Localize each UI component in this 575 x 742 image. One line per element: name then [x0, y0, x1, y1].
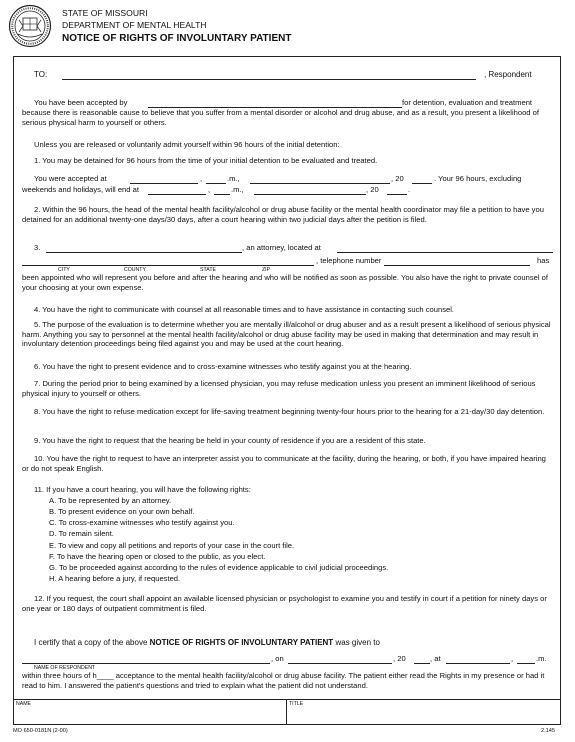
header-department: DEPARTMENT OF MENTAL HEALTH [62, 20, 207, 30]
accepted-date-field[interactable] [250, 183, 390, 184]
intro-tail: for detention, evaluation and treatment [402, 98, 533, 107]
certify-m: .m. [536, 654, 547, 663]
attorney-label: , an attorney, located at [242, 243, 321, 252]
item-1: 1. You may be detained for 96 hours from the time of your initial detention to be evaluated and treated. [34, 156, 378, 165]
certify-date-field[interactable] [288, 663, 392, 664]
item-4: 4. You have the right to communicate with counsel at all reasonable times and to have assistance in contacting such counsel. [34, 305, 455, 314]
list-item: E. To view and copy all petitions and reports of your case in the court file. [49, 541, 295, 550]
list-item: G. To be proceeded against according to the rules of evidence applicable to civil judicial proceedings. [49, 563, 389, 572]
attorney-name-field[interactable] [46, 252, 242, 253]
item-3-num: 3. [34, 243, 41, 252]
item-8: 8. You have the right to refuse medication except for life-saving treatment beginning twenty-four hours prior to the hearing for a 21-day/30 day detention. [34, 407, 545, 416]
page-title: NOTICE OF RIGHTS OF INVOLUNTARY PATIENT [62, 33, 292, 44]
certify-body: within three hours of h____ acceptance to the mental health facility/alcohol or drug abuse facility. The patient either read the Rights in my presence or had it read to him. I answered the patient's questions and tried to explain what the patient did not understand. [22, 671, 545, 690]
end-date-field[interactable] [254, 194, 366, 195]
state-label: STATE [200, 267, 216, 273]
respondent-name-label: NAME OF RESPONDENT [34, 665, 96, 671]
accepted-time-field[interactable] [130, 183, 198, 184]
end-twenty: , 20 [366, 185, 379, 194]
title-box[interactable] [286, 699, 561, 725]
certify-ampm-field[interactable] [517, 663, 535, 664]
unless-text: Unless you are released or voluntarily admit yourself within 96 hours of the initial detention: [34, 140, 340, 149]
telephone-label: , telephone number [316, 256, 382, 265]
form-number: MO 650-0181N (2-00) [13, 728, 68, 734]
accepted-tail: . Your 96 hours, excluding [434, 174, 522, 183]
certify-at: , at [430, 654, 441, 663]
item-2: 2. Within the 96 hours, the head of the mental health facility/alcohol or drug abuse facility or the mental health coordinator may file a petition to have you detained for an additional twenty-one days/30 days, after a court hearing within two judicial days after the petition is filed. [22, 205, 544, 224]
list-item: H. A hearing before a jury, if requested. [49, 574, 181, 583]
item-10: 10. You have the right to request to have an interpreter assist you to communicate at the facility, during the hearing, or both, if you have impaired hearing or do not speak English. [22, 454, 546, 473]
telephone-field[interactable] [384, 265, 530, 266]
end-ampm-field[interactable] [214, 194, 230, 195]
title-box-label: TITLE [289, 701, 304, 707]
item-7: 7. During the period prior to being examined by a licensed physician, you may refuse medication unless you present an imminent likelihood of serious physical injury to yourself or others. [22, 379, 536, 398]
accepted-year-field[interactable] [412, 183, 432, 184]
item-5: 5. The purpose of the evaluation is to determine whether you are mentally ill/alcohol or drug abuser and as a result present a likelihood of serious physical harm. Anything you say to personnel at the mental health facility/alcohol or drug abuse facility may be used in making that determination and may result in involuntary detention proceedings being filed against you and may be used at the court hearing. [22, 320, 551, 349]
end-time-field[interactable] [148, 194, 206, 195]
certify-tail: was given to [335, 638, 380, 647]
item-11-lead: 11. If you have a court hearing, you will have the following rights: [34, 485, 251, 494]
certify-twenty: , 20 [393, 654, 406, 663]
item-9: 9. You have the right to request that the hearing be held in your county of residence if you are a resident of this state. [34, 436, 426, 445]
item-3-body: been appointed who will represent you before and after the hearing and who will be notified as soon as possible. You also have the right to private counsel of your choosing at your own expense. [22, 273, 549, 292]
list-item: D. To remain silent. [49, 529, 114, 538]
item-6: 6. You have the right to present evidence and to cross-examine witnesses who testify against you at the hearing. [34, 362, 412, 371]
certify-time-field[interactable] [446, 663, 510, 664]
name-box-label: NAME [16, 701, 31, 707]
accepted-twenty: , 20 [391, 174, 404, 183]
county-label: COUNTY [124, 267, 146, 273]
page-code: 2.145 [541, 728, 555, 734]
has-label: has [537, 256, 550, 265]
respondent-label: , Respondent [484, 70, 532, 79]
zip-label: ZIP [262, 267, 271, 273]
attorney-address-field[interactable] [337, 252, 553, 253]
name-box[interactable] [13, 699, 287, 725]
header-state: STATE OF MISSOURI [62, 8, 148, 18]
certify-on: , on [271, 654, 284, 663]
attorney-city-field[interactable] [22, 265, 314, 266]
to-label: TO: [34, 70, 48, 79]
state-seal-icon [8, 4, 52, 48]
to-field[interactable] [62, 79, 476, 80]
end-year-field[interactable] [387, 194, 407, 195]
city-label: CITY [58, 267, 70, 273]
item-12: 12. If you request, the court shall appoint an available licensed physician or psychologist to examine you and testify in court if a petition for ninety days or one year or 180 days of outpatient commitment is filed. [22, 594, 547, 613]
intro-body: because there is reasonable cause to believe that you suffer from a mental disorder or alcohol and drug abuse, and as a result, you present a likelihood of serious physical harm to yourself or others. [22, 108, 539, 127]
list-item: A. To be represented by an attorney. [49, 496, 172, 505]
certify-year-field[interactable] [414, 663, 430, 664]
list-item: F. To have the hearing open or closed to the public, as you elect. [49, 552, 266, 561]
end-m: .m., [231, 185, 244, 194]
accepted-ampm-field[interactable] [206, 183, 226, 184]
accepted-lead: You were accepted at [34, 174, 107, 183]
accepted-line2: weekends and holidays, will end at [22, 185, 139, 194]
respondent-name-field[interactable] [22, 663, 270, 664]
list-item: C. To cross-examine witnesses who testify against you. [49, 518, 235, 527]
intro-lead: You have been accepted by [34, 98, 128, 107]
certify-lead: I certify that a copy of the above [34, 638, 148, 647]
list-item: B. To present evidence on your own behalf. [49, 507, 195, 516]
accepted-m: .m., [227, 174, 240, 183]
certify-bold: NOTICE OF RIGHTS OF INVOLUNTARY PATIENT [149, 638, 334, 647]
